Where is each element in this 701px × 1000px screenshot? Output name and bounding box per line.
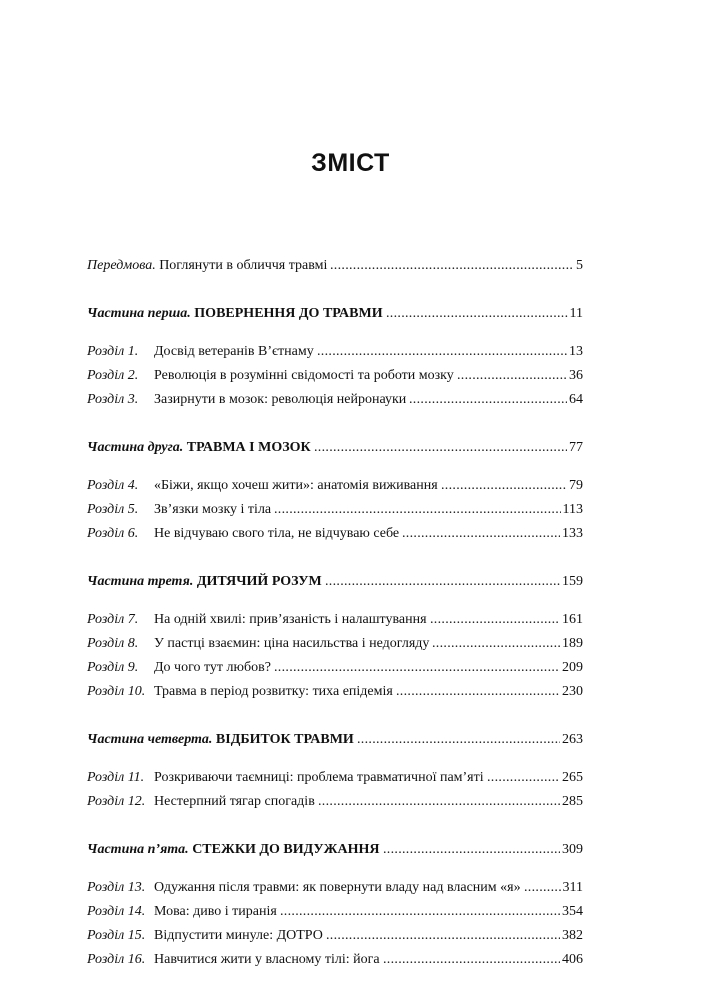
entry-label: Розділ 3.	[87, 392, 139, 407]
page-number: 36	[569, 368, 583, 383]
entry-title: Революція в розумінні свідомості та роботи мозку	[154, 368, 454, 383]
page-number: 354	[562, 904, 583, 919]
chapter-entry-text	[87, 608, 427, 632]
chapter-entry	[87, 948, 583, 972]
spacer	[87, 814, 583, 838]
chapter-entry-text	[87, 388, 406, 412]
page-number: 263	[562, 732, 583, 747]
page-number: 209	[562, 660, 583, 675]
chapter-entry	[87, 876, 583, 900]
part-entry-text	[87, 570, 322, 594]
chapter-entry	[87, 608, 583, 632]
page-number: 311	[562, 880, 583, 895]
page-number: 113	[562, 502, 583, 517]
entry-label: Розділ 2.	[87, 368, 139, 383]
dot-leader	[325, 570, 560, 594]
chapter-entry	[87, 522, 583, 546]
dot-leader	[317, 340, 567, 364]
chapter-entry	[87, 680, 583, 704]
chapter-entry-text	[87, 680, 393, 704]
dot-leader	[430, 608, 560, 632]
chapter-entry-text	[87, 340, 314, 364]
dot-leader	[383, 948, 560, 972]
page-number: 309	[562, 842, 583, 857]
entry-label: Розділ 1.	[87, 344, 139, 359]
page-number: 285	[562, 794, 583, 809]
spacer	[87, 412, 583, 436]
dot-leader	[457, 364, 567, 388]
chapter-entry	[87, 790, 583, 814]
spacer	[87, 862, 583, 876]
dot-leader	[280, 900, 560, 924]
entry-title: Відпустити минуле: ДОТРО	[154, 928, 323, 943]
table-of-contents	[87, 254, 583, 972]
entry-title: ТРАВМА І МОЗОК	[186, 440, 311, 455]
dot-leader	[386, 302, 568, 326]
entry-title: ПОВЕРНЕННЯ ДО ТРАВМИ	[194, 306, 383, 321]
chapter-entry-text	[87, 522, 399, 546]
chapter-entry-text	[87, 498, 271, 522]
entry-label: Розділ 14.	[87, 904, 146, 919]
entry-title: Не відчуваю свого тіла, не відчуваю себе	[154, 526, 400, 541]
page-number: 230	[562, 684, 583, 699]
entry-title: У пастці взаємин: ціна насильства і недогляду	[154, 636, 430, 651]
page-number: 159	[562, 574, 583, 589]
chapter-entry	[87, 656, 583, 680]
entry-label: Розділ 8.	[87, 636, 139, 651]
entry-label: Частина перша.	[87, 306, 191, 321]
entry-title: Зв’язки мозку і тіла	[154, 502, 272, 517]
chapter-entry	[87, 340, 583, 364]
entry-label: Розділ 10.	[87, 684, 146, 699]
page-number: 382	[562, 928, 583, 943]
chapter-entry	[87, 632, 583, 656]
entry-label: Розділ 16.	[87, 952, 146, 967]
spacer	[87, 460, 583, 474]
dot-leader	[314, 436, 567, 460]
dot-leader	[274, 498, 561, 522]
chapter-entry-text	[87, 474, 438, 498]
entry-label: Частина друга.	[87, 440, 184, 455]
entry-title: Одужання після травми: як повернути владу над власним «я»	[154, 880, 521, 895]
part-entry-text	[87, 302, 383, 326]
entry-label: Передмова.	[87, 258, 156, 273]
dot-leader	[357, 728, 560, 752]
entry-title: Зазирнути в мозок: революція нейронауки	[154, 392, 407, 407]
spacer	[87, 594, 583, 608]
chapter-entry-text	[87, 924, 323, 948]
page-number: 133	[562, 526, 583, 541]
entry-label: Розділ 6.	[87, 526, 139, 541]
entry-title: Розкриваючи таємниці: проблема травматичної пам’яті	[154, 770, 484, 785]
chapter-entry	[87, 474, 583, 498]
page-number: 5	[576, 258, 583, 273]
spacer	[87, 326, 583, 340]
dot-leader	[326, 924, 560, 948]
preface-entry	[87, 254, 583, 278]
dot-leader	[524, 876, 561, 900]
dot-leader	[396, 680, 560, 704]
dot-leader	[402, 522, 560, 546]
part-entry	[87, 302, 583, 326]
part-entry	[87, 570, 583, 594]
entry-title: Травма в період розвитку: тиха епідемія	[154, 684, 393, 699]
part-entry-text	[87, 838, 380, 862]
entry-title: Навчитися жити у власному тілі: йога	[154, 952, 380, 967]
entry-title: Нестерпний тягар спогадів	[154, 794, 315, 809]
dot-leader	[432, 632, 560, 656]
entry-label: Розділ 4.	[87, 478, 139, 493]
entry-label: Розділ 9.	[87, 660, 139, 675]
entry-title: Досвід ветеранів В’єтнаму	[154, 344, 314, 359]
page-number: 77	[569, 440, 583, 455]
dot-leader	[409, 388, 567, 412]
dot-leader	[330, 254, 574, 278]
spacer	[87, 278, 583, 302]
part-entry	[87, 436, 583, 460]
spacer	[87, 704, 583, 728]
entry-label: Частина третя.	[87, 574, 194, 589]
page-number: 64	[569, 392, 583, 407]
page-number: 11	[569, 306, 583, 321]
chapter-entry	[87, 364, 583, 388]
chapter-entry-text	[87, 364, 454, 388]
page-number: 189	[562, 636, 583, 651]
page-title: ЗМІСТ	[311, 149, 390, 177]
preface-entry-text	[87, 254, 327, 278]
chapter-entry-text	[87, 900, 277, 924]
entry-label: Частина четверта.	[87, 732, 213, 747]
part-entry-text	[87, 728, 354, 752]
part-entry	[87, 838, 583, 862]
spacer	[87, 546, 583, 570]
entry-title: Поглянути в обличчя травмі	[159, 258, 328, 273]
entry-title: Мова: диво і тиранія	[154, 904, 277, 919]
dot-leader	[318, 790, 560, 814]
chapter-entry-text	[87, 876, 521, 900]
page-number: 406	[562, 952, 583, 967]
entry-label: Розділ 13.	[87, 880, 146, 895]
part-entry-text	[87, 436, 311, 460]
chapter-entry-text	[87, 766, 484, 790]
page-number: 79	[569, 478, 583, 493]
page-number: 265	[562, 770, 583, 785]
page-number: 161	[562, 612, 583, 627]
entry-title: «Біжи, якщо хочеш жити»: анатомія виживання	[154, 478, 438, 493]
entry-label: Розділ 7.	[87, 612, 139, 627]
chapter-entry-text	[87, 790, 315, 814]
chapter-entry	[87, 900, 583, 924]
chapter-entry-text	[87, 948, 380, 972]
chapter-entry	[87, 498, 583, 522]
chapter-entry	[87, 388, 583, 412]
spacer	[87, 752, 583, 766]
chapter-entry-text	[87, 656, 271, 680]
dot-leader	[383, 838, 560, 862]
entry-title: ВІДБИТОК ТРАВМИ	[215, 732, 354, 747]
part-entry	[87, 728, 583, 752]
entry-label: Розділ 5.	[87, 502, 139, 517]
entry-label: Розділ 11.	[87, 770, 145, 785]
entry-label: Розділ 15.	[87, 928, 146, 943]
entry-label: Розділ 12.	[87, 794, 146, 809]
entry-title: ДИТЯЧИЙ РОЗУМ	[196, 574, 322, 589]
entry-title: СТЕЖКИ ДО ВИДУЖАННЯ	[192, 842, 380, 857]
chapter-entry-text	[87, 632, 429, 656]
chapter-entry	[87, 924, 583, 948]
entry-title: На одній хвилі: прив’язаність і налаштування	[154, 612, 427, 627]
entry-title: До чого тут любов?	[154, 660, 271, 675]
page-number: 13	[569, 344, 583, 359]
dot-leader	[487, 766, 560, 790]
dot-leader	[441, 474, 567, 498]
entry-label: Частина п’ята.	[87, 842, 189, 857]
dot-leader	[274, 656, 560, 680]
chapter-entry	[87, 766, 583, 790]
